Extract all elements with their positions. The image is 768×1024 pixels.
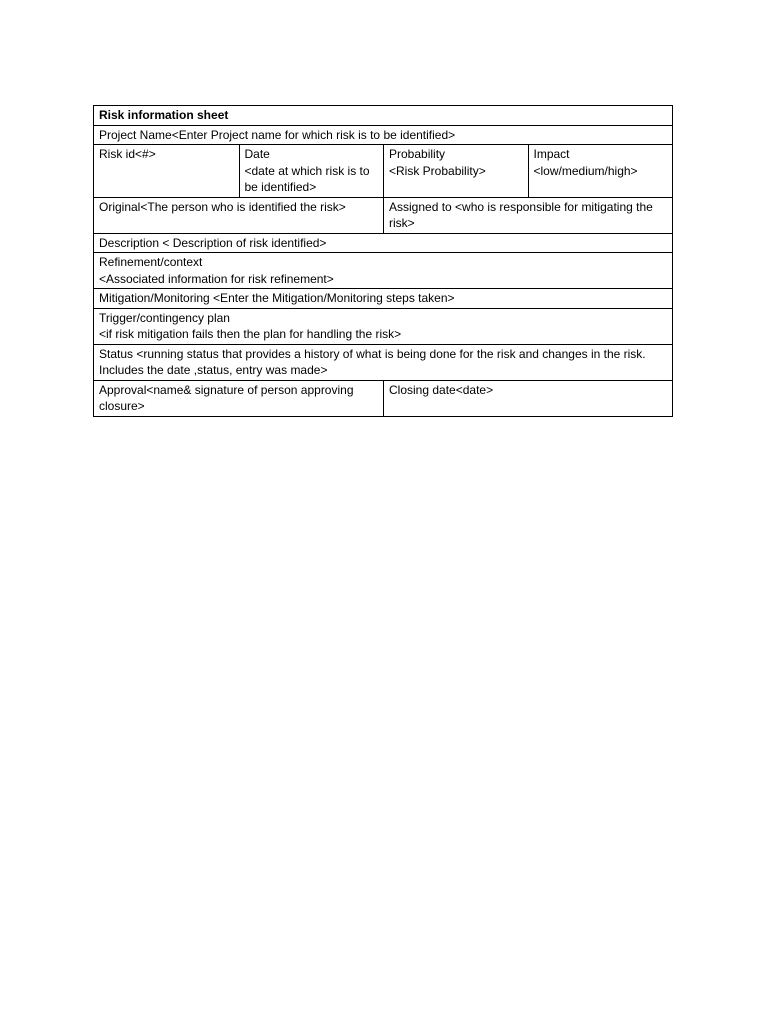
refinement-label: Refinement/context <box>99 255 203 269</box>
refinement-value: <Associated information for risk refinement> <box>99 271 334 286</box>
trigger-label: Trigger/contingency plan <box>99 310 230 325</box>
trigger-value: <if risk mitigation fails then the plan for handling the risk> <box>99 327 402 341</box>
approval-row <box>94 381 672 416</box>
ownership-row <box>94 198 672 234</box>
refinement-cell <box>94 253 672 288</box>
project-name-row <box>94 126 672 146</box>
date-value: <date at which risk is to be identified> <box>244 163 370 194</box>
status-cell: Status <running status that provides a history of what is being done for the risk and changes in the risk. Includes the date ,status, entry was made> <box>99 346 646 377</box>
refinement-row <box>94 253 672 289</box>
sheet-title: Risk information sheet <box>99 108 229 122</box>
closing-date-cell: Closing date<date> <box>383 381 672 416</box>
mitigation-row <box>94 289 672 309</box>
description-cell: Description < Description of risk identified> <box>99 235 327 250</box>
trigger-cell <box>94 309 672 344</box>
date-cell <box>239 145 384 197</box>
risk-id-cell: Risk id<#> <box>99 147 156 161</box>
impact-cell <box>528 145 673 197</box>
assigned-to-cell: Assigned to <who is responsible for mitigating the risk> <box>383 198 672 233</box>
probability-cell <box>383 145 528 197</box>
original-cell: Original<The person who is identified the risk> <box>99 199 346 214</box>
project-name-cell: Project Name<Enter Project name for which risk is to be identified> <box>99 127 456 142</box>
mitigation-cell: Mitigation/Monitoring <Enter the Mitigation/Monitoring steps taken> <box>99 291 455 305</box>
status-row <box>94 345 672 381</box>
risk-details-row <box>94 145 672 198</box>
impact-value: <low/medium/high> <box>533 163 638 178</box>
trigger-row <box>94 309 672 345</box>
risk-information-sheet <box>93 105 673 417</box>
probability-label: Probability <box>389 147 446 161</box>
approval-cell: Approval<name& signature of person approving closure> <box>99 382 354 413</box>
date-label: Date <box>244 147 270 161</box>
description-row <box>94 234 672 254</box>
impact-label: Impact <box>533 147 570 161</box>
title-row <box>94 106 672 126</box>
probability-value: <Risk Probability> <box>389 163 486 178</box>
